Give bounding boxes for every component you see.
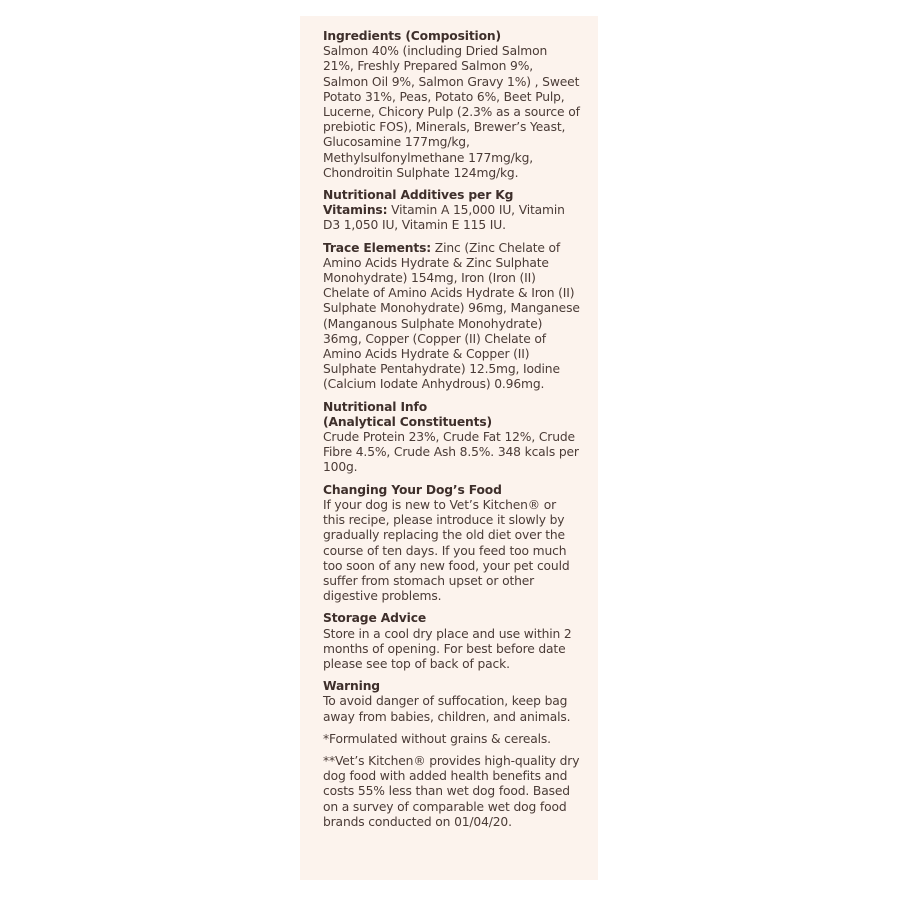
warning-section xyxy=(323,679,581,725)
nutritional-info-section xyxy=(323,400,581,476)
grain-free-footnote: *Formulated without grains & cereals. xyxy=(323,731,551,746)
ingredients-body: Salmon 40% (including Dried Salmon 21%, Freshly Prepared Salmon 9%, Salmon Oil 9%, Salmon Gravy 1%) , Sweet Potato 31%, Peas, Potato 6%, Beet Pulp, Lucerne, Chicory Pulp (2.3% as a source of prebiotic FOS), Minerals, Brewer’s Yeast, Glucosamine 177mg/kg, Methylsulfonylmethane 177mg/kg, Chondroitin Sulphate 124mg/kg. xyxy=(323,44,580,180)
analytical-constituents-heading: (Analytical Constituents) xyxy=(323,414,493,429)
storage-heading: Storage Advice xyxy=(323,611,427,626)
label-panel xyxy=(300,16,598,880)
additives-section xyxy=(323,188,581,234)
trace-elements-section xyxy=(323,241,581,393)
warning-heading: Warning xyxy=(323,679,380,694)
changing-food-body: If your dog is new to Vet’s Kitchen® or this recipe, please introduce it slowly by gradually replacing the old diet over the course of ten days. If you feed too much too soon of any new food, your pet could suffer from stomach upset or other digestive problems. xyxy=(323,497,570,604)
trace-elements-text: Zinc (Zinc Chelate of Amino Acids Hydrate & Zinc Sulphate Monohydrate) 154mg, Iron (Iron (II) Chelate of Amino Acids Hydrate & Iron (II) Sulphate Monohydrate) 96mg, Manganese (Manganous Sulphate Monohydrate) 36mg, Copper (Copper (II) Chelate of Amino Acids Hydrate & Copper (II) Sulphate Pentahydrate) 12.5mg, Iodine (Calcium Iodate Anhydrous) 0.96mg. xyxy=(323,240,580,392)
ingredients-heading: Ingredients (Composition) xyxy=(323,29,501,43)
trace-elements-label: Trace Elements: xyxy=(323,240,432,255)
vitamins-paragraph xyxy=(323,203,581,233)
nutritional-info-body: Crude Protein 23%, Crude Fat 12%, Crude Fibre 4.5%, Crude Ash 8.5%. 348 kcals per 100g. xyxy=(323,430,579,475)
additives-heading: Nutritional Additives per Kg xyxy=(323,188,514,203)
price-claim-footnote: **Vet’s Kitchen® provides high-quality dry dog food with added health benefits and costs 55% less than wet dog food. Based on a survey of comparable wet dog food brands conducted on 01/04/20. xyxy=(323,753,580,829)
nutritional-info-heading: Nutritional Info xyxy=(323,399,428,414)
changing-food-section xyxy=(323,483,581,605)
storage-body: Store in a cool dry place and use within 2 months of opening. For best before date please see top of back of pack. xyxy=(323,626,572,671)
trace-elements-paragraph xyxy=(323,241,581,393)
warning-body: To avoid danger of suffocation, keep bag away from babies, children, and animals. xyxy=(323,694,571,724)
ingredients-section xyxy=(323,29,581,181)
storage-section xyxy=(323,611,581,672)
vitamins-text: Vitamin A 15,000 IU, Vitamin D3 1,050 IU, Vitamin E 115 IU. xyxy=(323,203,565,233)
label-text xyxy=(323,29,581,837)
changing-food-heading: Changing Your Dog’s Food xyxy=(323,482,502,497)
vitamins-label: Vitamins: xyxy=(323,203,388,218)
